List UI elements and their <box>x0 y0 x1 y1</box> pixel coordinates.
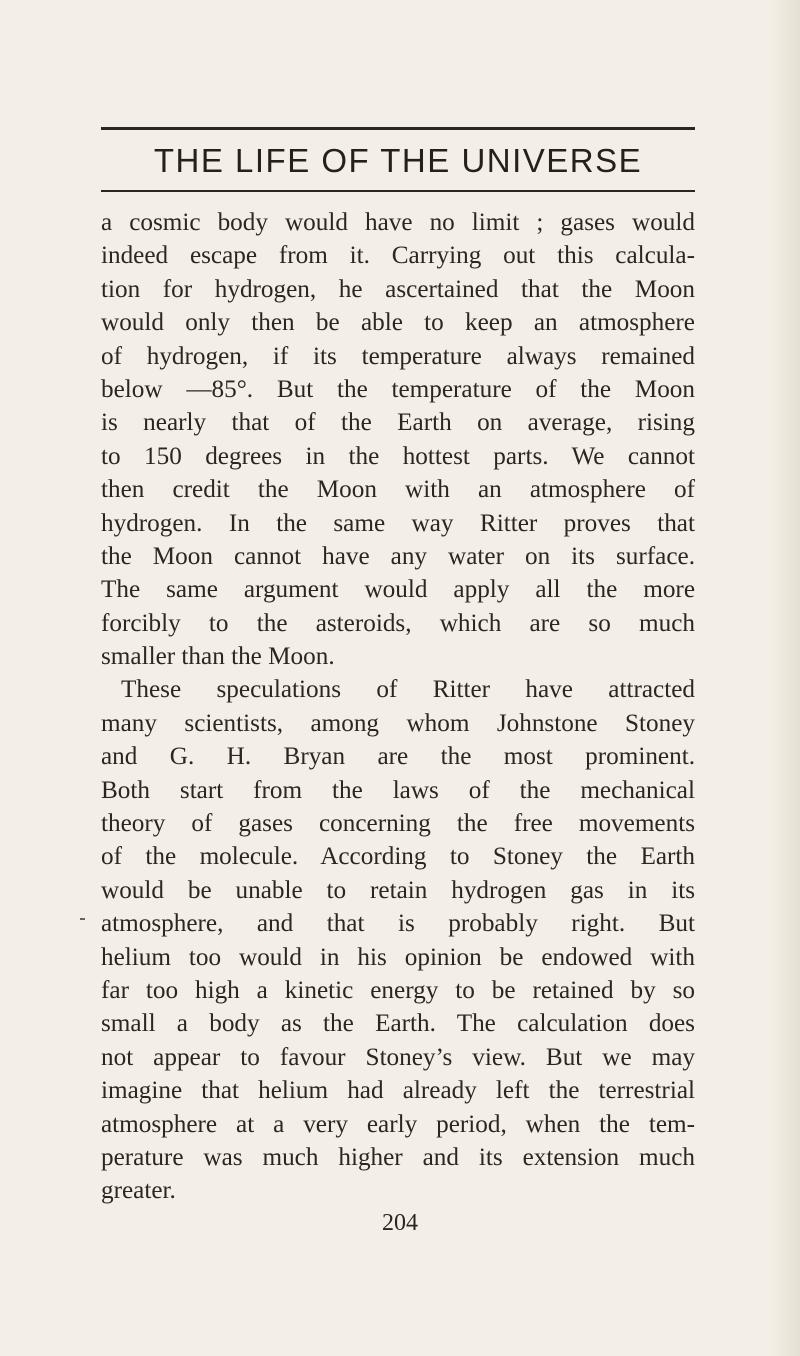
text-line: far too high a kinetic energy to be retained by so <box>101 976 695 1004</box>
text-line: many scientists, among whom Johnstone Stoney <box>101 709 695 737</box>
text-line: atmosphere at a very early period, when the tem- <box>101 1110 695 1138</box>
text-line: then credit the Moon with an atmosphere of <box>101 476 695 504</box>
text-line: would only then be able to keep an atmosphere <box>101 309 695 337</box>
text-line: and G. H. Bryan are the most prominent. <box>101 743 695 771</box>
running-title: THE LIFE OF THE UNIVERSE <box>153 142 643 179</box>
text-line: would be unable to retain hydrogen gas in its <box>101 876 695 904</box>
text-line: Both start from the laws of the mechanical <box>101 776 695 804</box>
margin-mark <box>80 918 85 920</box>
text-line: The same argument would apply all the more <box>101 576 695 604</box>
text-line: hydrogen. In the same way Ritter proves that <box>101 509 695 537</box>
text-line: below —85°. But the temperature of the Moon <box>101 375 695 403</box>
text-line: helium too would in his opinion be endowed with <box>101 943 695 971</box>
text-line: the Moon cannot have any water on its surface. <box>101 542 695 570</box>
header-rule-bottom <box>101 190 695 192</box>
body-text <box>101 206 695 1208</box>
text-line: imagine that helium had already left the terrestrial <box>101 1077 695 1105</box>
text-line: theory of gases concerning the free movements <box>101 810 695 838</box>
text-line: a cosmic body would have no limit ; gases would <box>101 209 695 236</box>
page-number: 204 <box>382 1210 418 1236</box>
text-line: tion for hydrogen, he ascertained that the Moon <box>101 275 695 303</box>
text-line: greater. <box>101 1177 176 1205</box>
text-line: is nearly that of the Earth on average, rising <box>101 409 695 437</box>
text-line: to 150 degrees in the hottest parts. We cannot <box>101 442 695 470</box>
text-line: indeed escape from it. Carrying out this calcula- <box>101 242 695 270</box>
text-line: perature was much higher and its extension much <box>101 1143 695 1171</box>
text-line: of hydrogen, if its temperature always remained <box>101 342 695 370</box>
text-line: forcibly to the asteroids, which are so much <box>101 609 695 637</box>
text-line: small a body as the Earth. The calculation does <box>101 1010 695 1038</box>
text-line: smaller than the Moon. <box>101 643 335 671</box>
header-rule-top <box>101 127 695 130</box>
page-edge-shadow <box>770 0 800 1356</box>
text-line: atmosphere, and that is probably right. But <box>101 910 695 938</box>
text-line: not appear to favour Stoney’s view. But we may <box>101 1043 695 1071</box>
text-line: of the molecule. According to Stoney the Earth <box>101 843 695 871</box>
text-line: These speculations of Ritter have attracted <box>121 676 695 704</box>
